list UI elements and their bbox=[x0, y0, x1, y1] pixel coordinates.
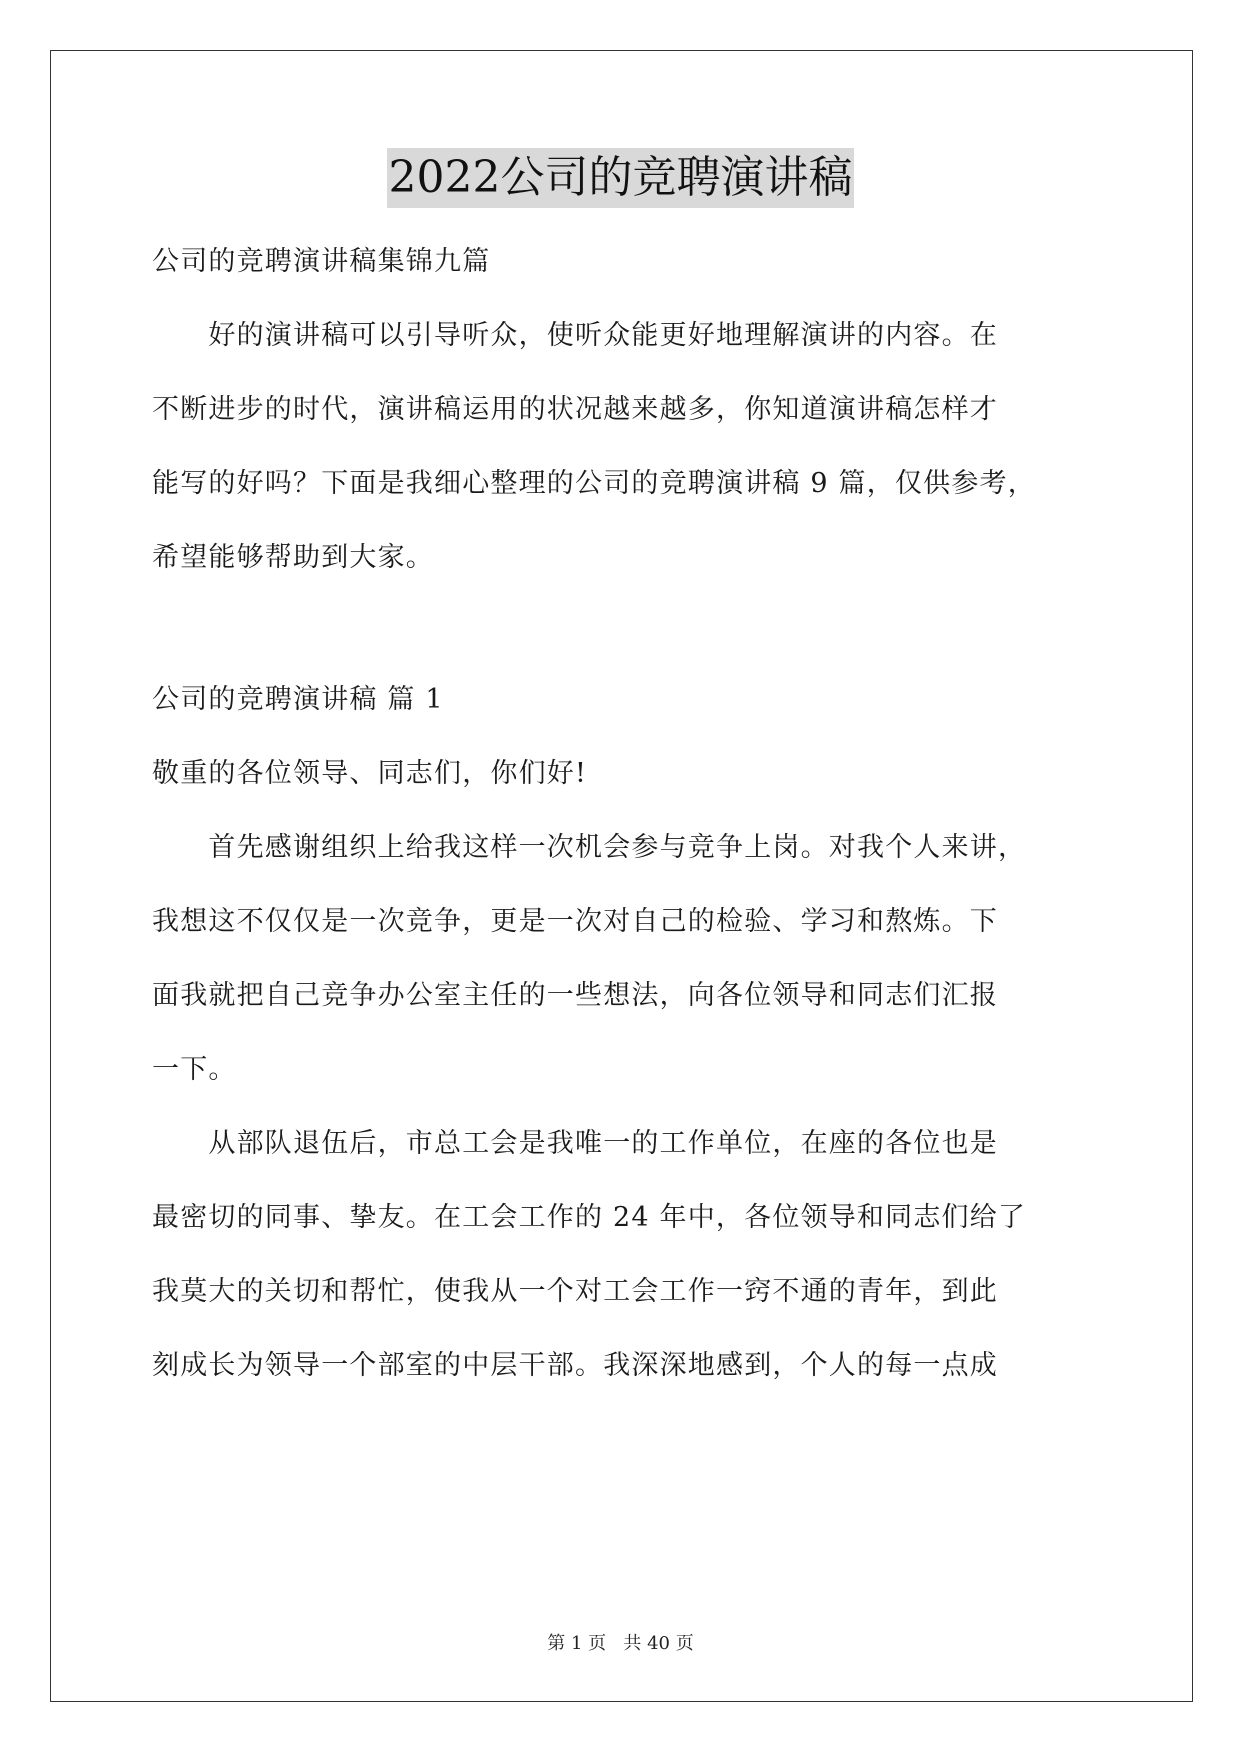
paragraph-line: 一下。 bbox=[152, 1054, 237, 1085]
paragraph-line: 我莫大的关切和帮忙，使我从一个对工会工作一窍不通的青年，到此 bbox=[152, 1276, 998, 1307]
paragraph-line: 不断进步的时代，演讲稿运用的状况越来越多，你知道演讲稿怎样才 bbox=[152, 394, 998, 425]
subtitle-line: 公司的竞聘演讲稿集锦九篇 bbox=[152, 246, 491, 277]
paragraph-line: 能写的好吗？下面是我细心整理的公司的竞聘演讲稿 9 篇，仅供参考， bbox=[152, 468, 1036, 499]
paragraph-line: 希望能够帮助到大家。 bbox=[152, 542, 434, 573]
paragraph-line: 最密切的同事、挚友。在工会工作的 24 年中，各位领导和同志们给了 bbox=[152, 1202, 1027, 1233]
page-footer: 第 1 页 共 40 页 bbox=[547, 1633, 694, 1654]
document-title: 2022公司的竞聘演讲稿 bbox=[387, 148, 855, 208]
section-heading: 公司的竞聘演讲稿 篇 1 bbox=[152, 684, 444, 715]
paragraph-line: 刻成长为领导一个部室的中层干部。我深深地感到，个人的每一点成 bbox=[152, 1350, 998, 1381]
paragraph-line: 首先感谢组织上给我这样一次机会参与竞争上岗。对我个人来讲， bbox=[152, 832, 1027, 863]
paragraph-line: 我想这不仅仅是一次竞争，更是一次对自己的检验、学习和熬炼。下 bbox=[152, 906, 998, 937]
paragraph-line: 好的演讲稿可以引导听众，使听众能更好地理解演讲的内容。在 bbox=[152, 320, 998, 351]
title-container bbox=[0, 148, 1241, 208]
page-border bbox=[50, 50, 1193, 1702]
salutation-line: 敬重的各位领导、同志们，你们好! bbox=[152, 758, 588, 789]
paragraph-line: 面我就把自己竞争办公室主任的一些想法，向各位领导和同志们汇报 bbox=[152, 980, 998, 1011]
paragraph-line: 从部队退伍后，市总工会是我唯一的工作单位，在座的各位也是 bbox=[152, 1128, 998, 1159]
